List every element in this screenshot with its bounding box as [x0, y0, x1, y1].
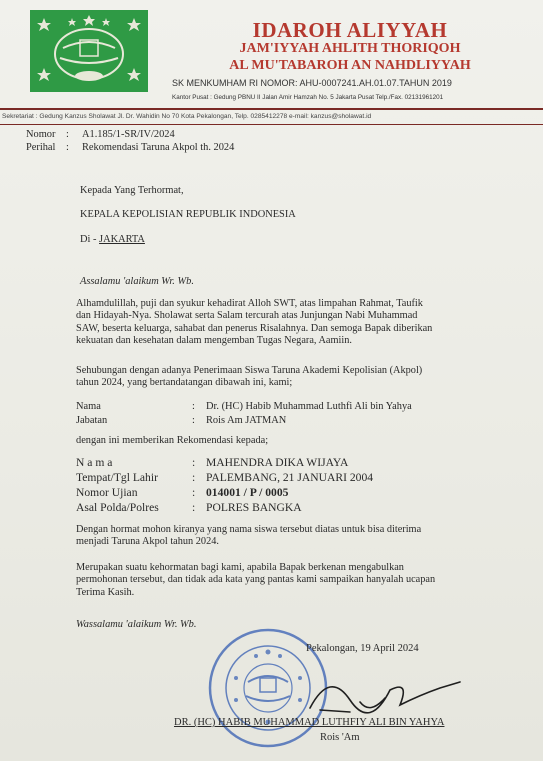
nomor-value: A1.185/1-SR/IV/2024 — [82, 129, 175, 140]
org-name-line2: AL MU'TABAROH AN NAHDLIYYAH — [229, 58, 471, 73]
paragraph-line: SAW, beserta keluarga, sahabat dan penerus Risalahnya. Dan semoga Bapak diberikan — [76, 322, 433, 334]
nomor-colon: : — [66, 129, 69, 140]
header-divider-thin — [0, 124, 543, 125]
paragraph-line: dan Hidayah-Nya. Sholawat serta Salam tercurah atas Junjungan Nabi Muhammad — [76, 310, 418, 322]
candidate-exam-colon: : — [192, 486, 196, 499]
signer-name-label: Nama — [76, 401, 101, 412]
signer-position-colon: : — [192, 415, 195, 426]
head-office-address: Kantor Pusat : Gedung PBNU II Jalan Amir Hamzah No. 5 Jakarta Pusat Telp./Fax. 02131961201 — [172, 94, 444, 101]
recipient-salutation: Kepada Yang Terhormat, — [80, 185, 184, 196]
candidate-birth-colon: : — [192, 471, 196, 484]
header-divider — [0, 108, 543, 110]
paragraph-line: Sehubungan dengan adanya Penerimaan Siswa Taruna Akademi Kepolisian (Akpol) — [76, 365, 423, 376]
org-name-line1: JAM'IYYAH AHLITH THORIQOH — [239, 41, 461, 56]
recommendation-intro: dengan ini memberikan Rekomendasi kepada; — [76, 435, 269, 446]
paragraph-line: permohonan tersebut, dan tidak ada kata yang pantas kami sampaikan hanyalah ucapan — [76, 574, 436, 586]
candidate-name-label: N a m a — [76, 456, 113, 469]
recipient-name: KEPALA KEPOLISIAN REPUBLIK INDONESIA — [80, 209, 296, 220]
paragraph-2 — [76, 365, 516, 390]
organization-logo — [30, 10, 148, 92]
perihal-value: Rekomendasi Taruna Akpol th. 2024 — [82, 142, 235, 153]
candidate-birth-label: Tempat/Tgl Lahir — [76, 471, 158, 484]
signer-full-name: DR. (HC) HABIB MUHAMMAD LUTHFIY ALI BIN YAHYA — [174, 717, 445, 728]
paragraph-1 — [76, 298, 516, 348]
candidate-origin-label: Asal Polda/Polres — [76, 501, 159, 514]
candidate-exam-value: 014001 / P / 0005 — [206, 486, 289, 499]
paragraph-line: Merupakan suatu kehormatan bagi kami, apabila Bapak berkenan mengabulkan — [76, 562, 404, 573]
signer-name-value: Dr. (HC) Habib Muhammad Luthfi Ali bin Yahya — [206, 401, 412, 412]
paragraph-3 — [76, 524, 516, 549]
signer-title: Rois 'Am — [320, 732, 360, 743]
logo-emblem-icon — [30, 10, 148, 92]
closing-salam: Wassalamu 'alaikum Wr. Wb. — [76, 619, 197, 630]
paragraph-line: tahun 2024, yang bertandatangan dibawah ini, kami; — [76, 377, 293, 389]
handwritten-signature — [290, 660, 470, 720]
recipient-city: JAKARTA — [99, 234, 145, 245]
recipient-location — [80, 233, 145, 246]
paragraph-line: Terima Kasih. — [76, 586, 135, 598]
candidate-name-colon: : — [192, 456, 196, 469]
candidate-exam-label: Nomor Ujian — [76, 486, 138, 499]
perihal-colon: : — [66, 142, 69, 153]
paragraph-4 — [76, 562, 516, 599]
secretariat-address: Sekretariat : Gedung Kanzus Sholawat Jl. Dr. Wahidin No 70 Kota Pekalongan, Telp. 0285412278 e-mail: kanzus@sholawat.id — [2, 113, 372, 120]
signer-name-colon: : — [192, 401, 195, 412]
recipient-location-prefix: Di - — [80, 234, 100, 245]
paragraph-line: kekuatan dan kesehatan dalam mengemban Tugas Negara, Aamiin. — [76, 335, 352, 347]
signer-position-value: Rois Am JATMAN — [206, 415, 287, 426]
paragraph-line: menjadi Taruna Akpol tahun 2024. — [76, 536, 219, 548]
sk-number: SK MENKUMHAM RI NOMOR: AHU-0007241.AH.01.07.TAHUN 2019 — [172, 78, 452, 88]
signature-place-date: Pekalongan, 19 April 2024 — [306, 643, 419, 654]
perihal-label: Perihal — [26, 142, 56, 153]
paragraph-line: Dengan hormat mohon kiranya yang nama siswa tersebut diatas untuk bisa diterima — [76, 524, 422, 535]
signer-position-label: Jabatan — [76, 415, 108, 426]
candidate-name-value: MAHENDRA DIKA WIJAYA — [206, 456, 349, 469]
candidate-birth-value: PALEMBANG, 21 JANUARI 2004 — [206, 471, 374, 484]
candidate-origin-colon: : — [192, 501, 196, 514]
org-title: IDAROH ALIYYAH — [252, 18, 448, 42]
nomor-label: Nomor — [26, 129, 56, 140]
opening-salam: Assalamu 'alaikum Wr. Wb. — [80, 276, 194, 287]
candidate-origin-value: POLRES BANGKA — [206, 501, 302, 514]
paragraph-line: Alhamdulillah, puji dan syukur kehadirat Alloh SWT, atas limpahan Rahmat, Taufik — [76, 298, 423, 309]
